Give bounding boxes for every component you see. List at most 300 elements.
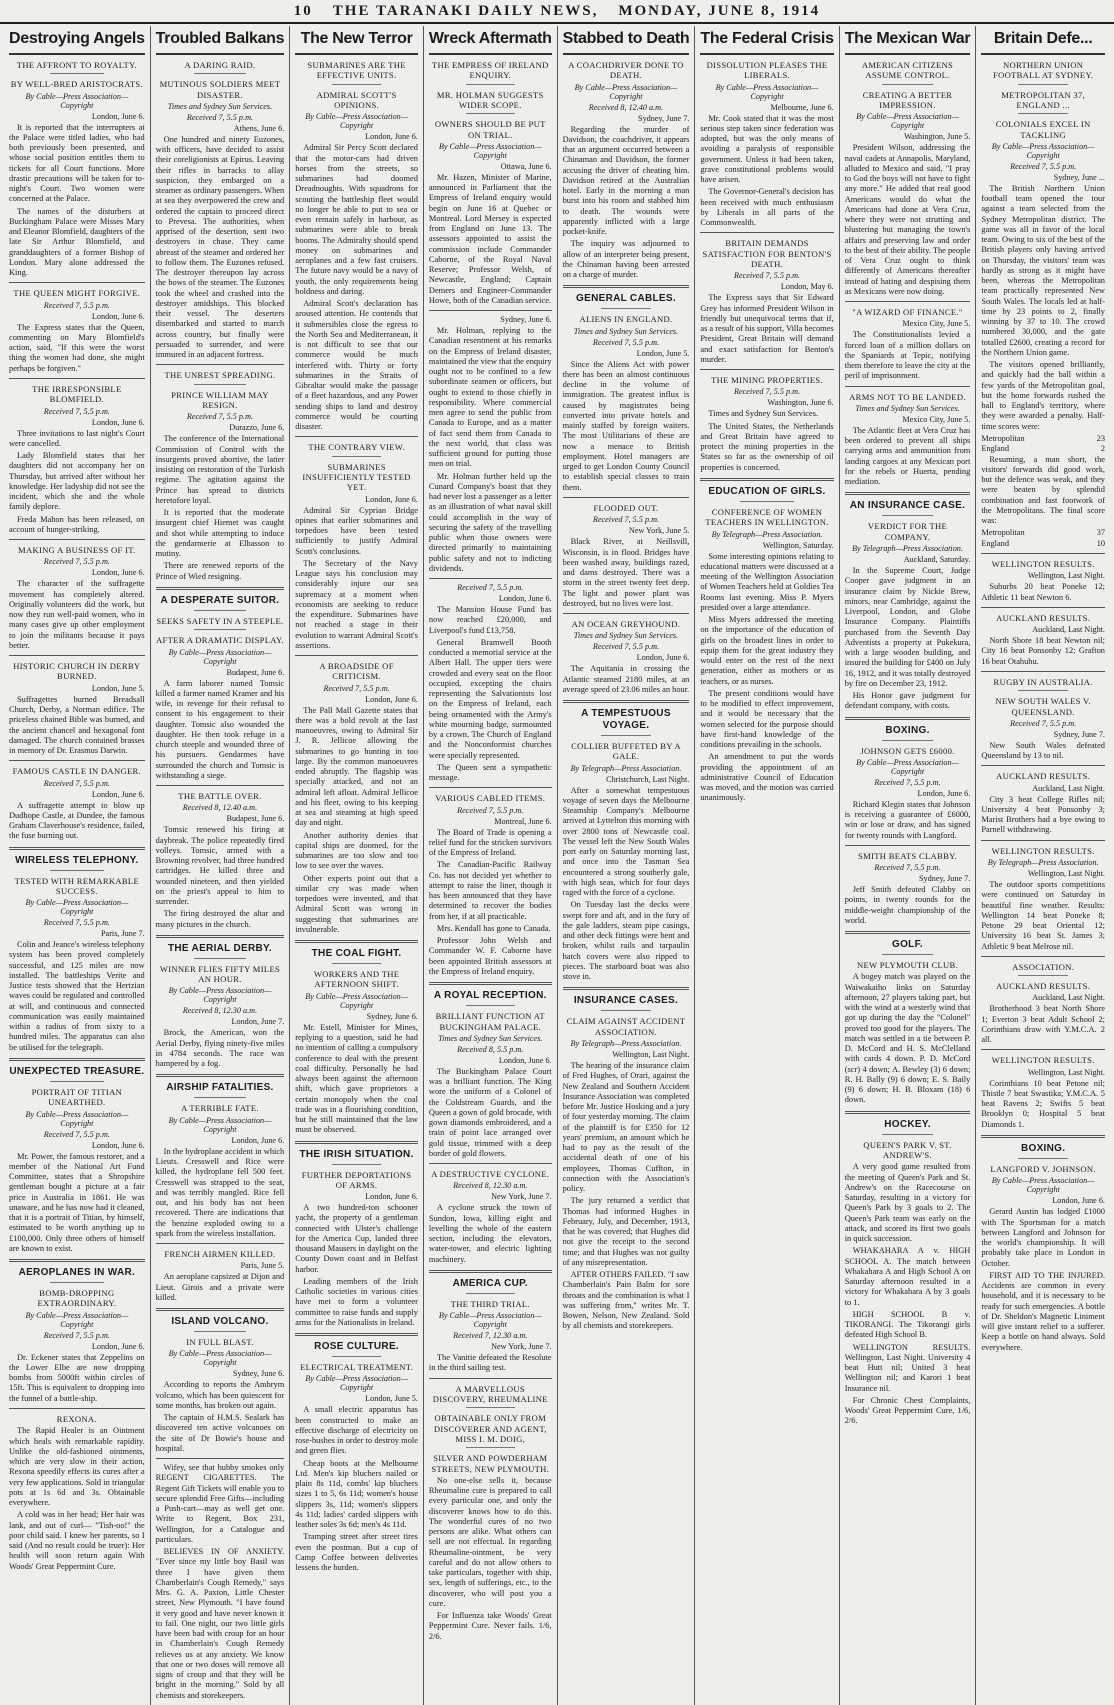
article-dateline: Athens, June 6. (233, 123, 285, 133)
article-dateline: London, June 6. (365, 132, 418, 142)
headline-rule (194, 1331, 245, 1332)
article-paragraph: Another authority denies that capital ships are doomed, for the submarines are too slow and too low to see over the waves. (295, 830, 418, 871)
article-subheadline: WORKERS AND THE AFTERNOON SHIFT. (313, 969, 400, 990)
headline-rule (50, 870, 104, 871)
article-received: Received 8, 12.30 a.m. (182, 1006, 258, 1016)
article-headline: A BROADSIDE OF CRITICISM. (319, 661, 394, 682)
article-dateline: Auckland, Last Night. (1032, 783, 1105, 793)
article-paragraph: The Aquitania in crossing the Atlantic steamed 2180 miles, at an average speed of 23.06 miles an hour. (562, 664, 690, 694)
article-headline: THE EMPRESS OF IRELAND ENQUIRY. (431, 60, 549, 81)
article-divider (156, 785, 285, 786)
article-paragraph: The outdoor sports competitions were continued on Saturday in beautiful fine weather. Results: Wellington 14 beat Poneke 8; Petone 29 beat Oriental 12; University 16 beat St. James 3; Athletic 9 beat Melrose nil. (981, 880, 1105, 951)
headline-rule (1018, 690, 1067, 691)
article-headline: THE IRRESPONSIBLE BLOMFIELD. (32, 383, 122, 405)
article-body (981, 1004, 1105, 1045)
article-subheadline: PRINCE WILLIAM MAY RESIGN. (171, 389, 269, 411)
article-body (9, 695, 145, 757)
article-paragraph: The Vanitie defeated the Resolute in the third sailing test. (428, 1353, 552, 1373)
article-subheadline: IN FULL BLAST. (186, 1337, 254, 1348)
article-received: Received 7, 5.5 p.m. (733, 387, 801, 397)
article-paragraph: AFTER OTHERS FAILED. "I saw Chamberlain's Pain Balm for sore throats and the combination is what I was suffering from," writes Mr. T. Bowen, Nelson, New Zealand. Sold by all chemists and storekeepers. (562, 1270, 690, 1331)
article-body (156, 1028, 285, 1069)
article-byline: By Telegraph—Press Association. (570, 763, 682, 773)
article-byline: By Cable—Press Association—Copyright (856, 112, 959, 131)
team-name: Metropolitan (981, 528, 1025, 538)
article-dateline: Sydney, June 7. (638, 113, 690, 123)
article-headline: REXONA. (56, 1413, 97, 1424)
article-body (156, 1272, 285, 1303)
article-paragraph: Admiral Sir Cyprian Bridge opines that earlier submarines and torpedoes have been tested sufficiently to justify Admiral Scott's conclusions. (295, 505, 418, 556)
article-headline: WELLINGTON RESULTS. (991, 1055, 1095, 1066)
article-paragraph: The Constitutionalists levied a forced loan of a million dollars on the Spaniards at Tepic, notifying them therefore to leave the city at the peril of imprisonment. (844, 330, 971, 381)
article-byline: By Cable—Press Association—Copyright (991, 141, 1095, 160)
article-dateline: London, June 6. (91, 417, 145, 427)
column-heading: Britain Defe... (981, 26, 1105, 55)
article-byline: By Telegraph—Press Association. (711, 529, 823, 539)
article-paragraph: A bogey match was played on the Waiwakaiho links on Saturday afternoon, 27 players taking part, but with the wind at a westerly wind that got up during the day the "Colonel" proved too good for the players. The match was settled in a tie between P. D. McCord and H. S. McClelland with cards 4 down. P. D. McCord (scr) 4 down; A. Bewley (3) 6 down; R. H. Bally (9) 6 down; E. S. Baily (9) 6 down; H. B. Bloxam (18) 6 down. (844, 972, 971, 1105)
newspaper-columns (4, 26, 1110, 1700)
article-dateline: London, June 6. (91, 311, 145, 321)
headline-rule (601, 735, 652, 736)
article-subheadline: WINNER FLIES FIFTY MILES AN HOUR. (159, 963, 281, 985)
article-dateline: London, June 6. (498, 1055, 552, 1065)
article-headline: RUGBY IN AUSTRALIA. (993, 676, 1093, 687)
article-divider (700, 478, 833, 481)
article-headline: "A WIZARD OF FINANCE." (852, 307, 963, 317)
article-body (981, 1207, 1105, 1353)
headline-rule (466, 1447, 515, 1448)
article-headline: A MARVELLOUS DISCOVERY, RHEUMALINE (432, 1383, 548, 1404)
headline-rule (466, 1293, 515, 1294)
article-divider (9, 378, 145, 379)
headline-rule (194, 958, 245, 959)
article (845, 717, 971, 841)
article (156, 935, 285, 1070)
article-byline: By Telegraph—Press Association. (852, 544, 963, 553)
article-dateline: Auckland, Last Night. (1032, 625, 1105, 635)
article-divider (156, 1308, 285, 1311)
article-divider (700, 232, 833, 233)
article-paragraph: In the hydroplane accident in which Lieuts. Cresswell and Rice were killed, the hydroplane fell 500 feet. Cresswell was strapped to the seat, and was terribly mangled. Rice fell out, and his body has not been recovered. There are indications that the benzine exploded owing to a spark from the wireless installation. (155, 1146, 285, 1238)
column-heading: Troubled Balkans (156, 26, 285, 55)
article-received: Received 7, 5.5 p.m. (43, 918, 110, 928)
article-subheadline: NEW PLYMOUTH CLUB. (856, 960, 959, 971)
article-paragraph: Three invitations to last night's Court were cancelled. (9, 428, 145, 448)
article-headline: BOXING. (1020, 1142, 1066, 1154)
article (9, 1259, 145, 1404)
headline-rule (1018, 1158, 1067, 1159)
article-body (429, 1203, 552, 1265)
headline-rule (194, 73, 245, 74)
article-paragraph: Mrs. Kendall has gone to Canada. (436, 923, 551, 933)
article-body (563, 1061, 690, 1332)
article-received: Received 7, 5.5 p.m. (43, 778, 110, 788)
article-body (981, 880, 1105, 952)
article-paragraph: The jury returned a verdict that Thomas had informed Hughes in February, July, and December, 1913, that he was covered; that Hughes did not give the receipt to the second time; and that Hughes was not guilty of any misrepresentation. (562, 1196, 690, 1267)
article-paragraph: For Influenza take Woods' Great Peppermint Cure. Never fails. 1/6, 2/6. (428, 1611, 552, 1641)
article-byline: By Cable—Press Association—Copyright (168, 986, 272, 1005)
headline-rule (740, 501, 793, 502)
article-paragraph: In the Supreme Court, Judge Cooper gave judgment in an insurance claim by Nickie Brew, minors, near Cambridge, against the Liverpool, London, and Globe Insurance Company. Plaintiffs purchased from the Seventh Day Adventists a property at Pukekura, with a large wooden building, and insured the building for £400 on July 16, 1912, and it was totally destroyed by fire on December 23, 1912. (844, 566, 971, 688)
article-paragraph: Jeff Smith defeated Clabby on points, in twenty rounds for the middle-weight championship of the world. (844, 885, 971, 925)
article (156, 587, 285, 781)
article (563, 613, 690, 695)
news-column (840, 26, 977, 1705)
article-body (9, 323, 145, 374)
article-subheadline: TESTED WITH REMARKABLE SUCCESS. (14, 875, 140, 896)
article-headline: AUCKLAND RESULTS. (996, 612, 1091, 623)
headline-rule (332, 963, 381, 964)
article (156, 1308, 285, 1454)
article-divider (156, 935, 285, 938)
article (981, 1135, 1105, 1353)
article-body (156, 679, 285, 782)
article-received: Received 8, 12.40 a.m. (182, 803, 258, 813)
headline-rule (332, 84, 381, 85)
article-body (156, 1463, 285, 1701)
article-subheadline: SEEKS SAFETY IN A STEEPLE. (156, 615, 284, 626)
team-name: England (981, 538, 1009, 548)
score-row (981, 528, 1105, 538)
article-headline: A ROYAL RECEPTION. (433, 990, 547, 1002)
article-divider (295, 1333, 418, 1336)
article-body (429, 605, 552, 783)
article-body (845, 426, 971, 488)
article-dateline: London, June 6. (231, 1135, 285, 1145)
article-divider (156, 587, 285, 590)
article (295, 436, 418, 651)
article-headline: EDUCATION OF GIRLS. (708, 485, 826, 497)
article-dateline: New York, June 5. (628, 526, 690, 536)
article-divider (563, 613, 690, 614)
article-body (9, 1152, 145, 1255)
article-dateline: Christchurch, Last Night. (606, 774, 690, 784)
article-dateline: Sydney, June 7. (918, 874, 971, 884)
article-paragraph: The Secretary of the Navy League says his conclusion may considerably injure our sea supremacy at a moment when economists are seeking to reduce the expenditure. Submarines have not reached a stage in their evolution to warrant Admiral Scott's assertions. (295, 558, 418, 650)
article (845, 931, 971, 1106)
article (845, 1111, 971, 1427)
article-paragraph: The Mansion House Fund has now reached £20,000, and Liverpool's fund £13,758. (428, 605, 552, 635)
team-score: 37 (1096, 528, 1105, 538)
article-byline: By Cable—Press Association—Copyright (856, 757, 959, 776)
headline-rule (1018, 113, 1067, 114)
article-received: Received 7, 5.5 p.m. (1010, 161, 1077, 171)
article-received: Received 7, 5.5 p.m. (874, 863, 941, 873)
article-dateline: London, June 6. (91, 789, 145, 799)
article-subheadline: METROPOLITAN 37, ENGLAND ... (1001, 89, 1086, 110)
article-dateline: London, June 6. (365, 694, 418, 704)
article-subheadline: MUTINOUS SOLDIERS MEET DISASTER. (159, 79, 281, 100)
column-heading: The Federal Crisis (700, 26, 833, 55)
article (9, 655, 145, 756)
article-received: Received 7, 5.5 p.m. (1010, 718, 1077, 728)
article-dateline: Budapest, June 6. (226, 814, 285, 824)
article-headline: AMERICA CUP. (452, 1277, 528, 1289)
masthead (0, 0, 1114, 24)
article-byline: By Cable—Press Association—Copyright (305, 1374, 408, 1393)
article-paragraph: Leading members of the Irish Catholic societies in various cities have met to form a volunteer committee to raise funds and supply arms for the Nationalists in Ireland. (295, 1276, 418, 1327)
article-subheadline: COLLIER BUFFETED BY A GALE. (571, 741, 681, 762)
article (981, 607, 1105, 667)
article-dateline: London, June 6. (1052, 1196, 1105, 1206)
article-dateline: New York, June 7. (491, 1192, 552, 1202)
page-number: 10 (293, 2, 313, 19)
article (981, 671, 1105, 761)
article-paragraph: Admiral Scott's declaration has aroused attention. He contends that it submersibles close the egress to the North Sea and Mediterranean, it is not difficult to see that our commerce would be much interfered with. Thirty or forty submarines in the Straits of Gibraltar would make the passage of a fleet hazardous, and any Power sending ships to land and destroy commerce would be courting disaster. (295, 299, 418, 431)
article-headline: AN INSURANCE CASE. (849, 500, 966, 512)
article-body (9, 1426, 145, 1572)
article-dateline: Durazzo, June 6. (229, 423, 285, 433)
article-body (981, 582, 1105, 603)
article-divider (563, 987, 690, 990)
article-subheadline: VERDICT FOR THE COMPANY. (867, 521, 948, 542)
article-dateline: Ottawa, June 6. (500, 161, 552, 171)
article (9, 1408, 145, 1572)
article (700, 478, 833, 804)
article (9, 539, 145, 651)
article-received: Received 8, 12.30 a.m. (453, 1181, 528, 1191)
article (9, 282, 145, 374)
article-byline: By Cable—Press Association—Copyright (305, 112, 408, 131)
article-subheadline: CLAIM AGAINST ACCIDENT ASSOCIATION. (566, 1016, 686, 1037)
article-received: Received 7, 5.5 p.m. (43, 406, 110, 416)
column-heading: Stabbed to Death (563, 26, 690, 55)
article-headline: WELLINGTON RESULTS. (991, 845, 1095, 856)
article-subheadline: BOMB-DROPPING EXTRAORDINARY. (37, 1288, 117, 1309)
article-headline: WIRELESS TELEPHONY. (15, 854, 139, 866)
article-paragraph: The captain of H.M.S. Sealark has discovered ten active volcanoes on the site of Dr Bowie's house and hospital. (155, 1413, 285, 1453)
article-subheadline: AFTER A DRAMATIC DISPLAY. (156, 635, 284, 646)
article-body (845, 1162, 971, 1426)
article-paragraph: The Queen sent a sympathetic message. (428, 762, 552, 783)
article-paragraph: The inquiry was adjourned to allow of an interpreter being present, the Chinaman having been arrested on a charge of murder. (562, 239, 690, 280)
news-column (4, 26, 151, 1705)
article-paragraph: The Pall Mall Gazette states that there was a bold revolt at the last manoeuvres, owing to Admiral Sir J. R. Jellicoe allowing the submarines to go hunting in too large. By the common manoeuvres ended abruptly. The flagship was specially attacked, and not an admiral left afloat. Admiral Jellicoe and his fleet, owing to his keeping at sea and steaming at high speed day and night. (295, 705, 418, 828)
article-divider (156, 364, 285, 365)
article-received: Received 7, 5.5 p.m. (323, 683, 390, 693)
article-dateline: Wellington, Last Night. (1027, 571, 1105, 581)
article-body (295, 143, 418, 432)
article-paragraph: Suffragettes burned Breadsall Church, Derby, a Norman edifice. The priceless chained Bible was burned, and the ancient chancel and hexagonal font damaged. The church contained brasses in memory of Dr. Erasmus Darwin. (9, 694, 145, 755)
article-dateline: Wellington, Last Night. (612, 1050, 690, 1060)
article-headline: BRITAIN DEMANDS SATISFACTION FOR BENTON'S DEATH. (702, 238, 832, 269)
article-subheadline: THE THIRD TRIAL. (450, 1298, 530, 1309)
article-paragraph: Corinthians 10 beat Petone nil; Thistle 7 beat Swastika; Y.M.C.A. 5 beat Ravens 2; Swifts 5 beat Brooklyn 0; Hospital 5 beat Diamonds 1. (981, 1078, 1105, 1129)
article-dateline: Sydney, June 6. (232, 1369, 285, 1379)
article-paragraph: The present conditions would have to be modified to effect improvement, and it would be necessary that the women selected for the purpose should have first-hand knowledge of the conditions prevailing in the schools. (700, 688, 834, 749)
article-headline: GENERAL CABLES. (576, 293, 676, 305)
article-body (156, 1147, 285, 1239)
article-divider (295, 655, 418, 656)
article-subheadline: A TERRIBLE FATE. (181, 1103, 259, 1114)
article-headline: HISTORIC CHURCH IN DERBY BURNED. (13, 661, 141, 682)
article-paragraph: Mr. Power, the famous restorer, and a member of the National Art Fund Committee, states that a Shropshire gentleman bought a picture at a fair price in Australia in 1861. He was unaware, and he has now had it cleaned, that it is a portrait of Titian, by himself, estimated to be worth anything up to £100,000. Only three others of himself are known to exist. (9, 1151, 145, 1253)
headline-rule (882, 515, 932, 516)
article-divider (845, 717, 971, 720)
article-paragraph: FIRST AID TO THE INJURED. Accidents are common in every household, and it is necessary to be ready for such emergencies. A bottle of Dr. Sheldon's Magnetic Liniment will give instant relief to a sufferer. Keep a bottle on hand always. Sold everywhere. (981, 1270, 1105, 1352)
article (156, 60, 285, 360)
article-headline: THE BATTLE OVER. (178, 791, 262, 801)
article-paragraph: A cold was in her head; Her hair was lank, and out of curl— "Tish-oo!" the poor child said. I knew her parents, so I said (And no result could be truer): Her health will soon return again With Woods' Great Peppermint Cure. (9, 1510, 145, 1571)
article (563, 497, 690, 609)
article-paragraph: Admiral Sir Percy Scott declared that the motor-cars had driven horses from the streets, so submarines had doomed Dreadnoughts. With squadrons for scouting the battleship fleet would no longer be able to put to sea or even remain safely in harbour, as submarines were able to break booms. The Admiralty should spend money on submarines and aeroplanes and a few fast cruisers. The future navy would be a navy of youth, the only requirements being boldness and daring. (295, 143, 418, 296)
article-paragraph: One hundred and ninety Euzones, with officers, have decided to assist their coreligionists at Epirus. Leaving their rifles in barracks to allay suspicion, they embarged on a steamer as ordinary passengers. When at sea they overpowered the crew and ordered the captain to proceed direct to Prevesa. The authorities, when apprised of the desertion, sent two destroyers in chase. They came abreast of the steamer and ordered her to follow them. The Euzones refused. The destroyer thereupon lay across the bows of the steamer. The Euzones took the wheel and crashed into the destroyer amidships. This blocked their vessel. The deserters disembarked and started to march across country, but finally were persuaded to surrender, and were immured in an adjacent fortress. (155, 134, 285, 360)
article-subheadline: PORTRAIT OF TITIAN UNEARTHED. (31, 1086, 123, 1108)
article-divider (9, 1408, 145, 1409)
article-paragraph: Mr. Holman, replying to the Canadian resentment at his remarks on the Empress of Ireland disaster, maintained the view that the enquiry ought not to be confined to a few subordinate seamen or officers, but ought to extend to those chiefly in responsibility. Where commercial men agree to send the public from Canada to Europe, and as a matter of fact send them from Canada to the next world, that class was sufficient ground for putting those men on trial. (428, 326, 552, 469)
headline-rule (194, 629, 245, 630)
article-dateline: London, June 6. (917, 788, 971, 798)
article-body (156, 434, 285, 582)
article-divider (429, 310, 552, 311)
article (429, 1163, 552, 1265)
article-headline: THE AFFRONT TO ROYALTY. (16, 60, 137, 70)
article-subheadline: FURTHER DEPORTATIONS OF ARMS. (301, 1169, 412, 1190)
article-paragraph: For Chronic Chest Complaints, Woods' Great Peppermint Cure, 1/6, 2/6. (844, 1395, 971, 1426)
article-dateline: London, June 6. (91, 1341, 145, 1351)
article-body (429, 173, 552, 306)
article-headline: FAMOUS CASTLE IN DANGER. (12, 766, 141, 777)
article-body (9, 940, 145, 1053)
article-headline: FLOODED OUT. (593, 502, 659, 513)
article-dateline: Wellington, Saturday. (762, 540, 834, 550)
article-received: Received 8, 5.5 p.m. (457, 1044, 524, 1054)
article-dateline: Montreal, June 6. (494, 816, 552, 826)
article-byline: Times and Sydney Sun Services. (855, 403, 960, 413)
article-paragraph: On Tuesday last the decks were swept fore and aft, and in the fury of the gale ladders, steam pipe casings, and other deck fittings were bent and broken, whilst rails and tarpaulin hatch covers were also ripped to pieces. The starboard boat was also stove in. (562, 900, 690, 982)
article-received: Received 7, 12.30 a.m. (453, 1331, 528, 1341)
article-headline: THE AERIAL DERBY. (167, 942, 272, 954)
article-paragraph: The Express states that the Queen, commenting on Mary Blomfield's action, said, "If this were the worst thing the women had done, she might perhaps be forgiven." (9, 322, 145, 373)
article-divider (9, 760, 145, 761)
article-body (845, 972, 971, 1105)
article (295, 60, 418, 432)
article-dateline: Auckland, Saturday. (903, 555, 971, 564)
article-headline: WELLINGTON RESULTS. (991, 559, 1095, 570)
article (563, 987, 690, 1331)
article-paragraph: A small electric apparatus has been constructed to make an effective discharge of electricity on rose-bushes in order to destroy mole and green flies. (295, 1405, 418, 1456)
article-body (295, 1203, 418, 1328)
article-paragraph: New South Wales defeated Queensland by 13 to nil. (981, 740, 1105, 761)
article-paragraph: Regarding the murder of Davidson, the coachdriver, it appears that an argument occurred between a Chinaman and Davidson, the former accusing the driver of cheating him. Davidson retired at the Australian hotel. Early in the morning a man burst into his room and stabbed him to death. The wounds were apparently inflicted with a large pocket-knife. (562, 124, 690, 237)
article-body (9, 801, 145, 842)
article-byline: By Cable—Press Association—Copyright (991, 1176, 1095, 1195)
headline-rule (194, 1097, 245, 1098)
article-subheadline: NEW SOUTH WALES V. QUEENSLAND. (995, 696, 1091, 717)
article-paragraph: A suffragette attempt to blow up Dudhope Castle, at Dundee, the famous Graham Claverhouse's residence, failed, the fuse burning out. (9, 800, 145, 841)
article (845, 386, 971, 488)
article-subheadline: CREATING A BETTER IMPRESSION. (862, 89, 953, 110)
article-received: Received 7, 5.5 p.m. (592, 337, 660, 347)
article-paragraph: Times and Sydney Sun Services. (708, 409, 819, 419)
article-divider (845, 1111, 971, 1114)
article (981, 956, 1105, 1046)
article-dateline: London, June 6. (636, 653, 690, 663)
article-paragraph: The Governor-General's decision has been received with much enthusiasm by Liberals in all parts of the Commonwealth. (700, 187, 834, 228)
article (295, 1141, 418, 1329)
article-paragraph: Cheap boots at the Melbourne Ltd. Men's kip bluchers nailed or plain 8s 11d, combs' kip bluchers sizes 1 to 5, 6s 11d; women's house slippers 3s, 11d; women's slippers 4s 11d; ladies' carded slippers with leather soles 3s 6d; men's 4s 11d. (295, 1458, 418, 1530)
article-divider (981, 840, 1105, 841)
headline-rule (466, 84, 515, 85)
article (156, 1243, 285, 1303)
score-row (981, 539, 1105, 549)
article-divider (429, 982, 552, 985)
article-byline: By Cable—Press Association—Copyright (168, 647, 272, 666)
article-divider (845, 301, 971, 302)
article-divider (563, 497, 690, 498)
article-paragraph: The visitors opened brilliantly, and quickly had the ball within a few yards of the Metropolitan goal, but the home forwards rushed the ball to England's territory, where they were awarded a penalty. Half-time scores were: (981, 360, 1105, 431)
article-dateline: Budapest, June 6. (226, 667, 285, 677)
article (700, 232, 833, 365)
article-paragraph: City 3 beat College Rifles nil; University 4 beat Ponsonby 3; Marist Brothers had a bye owing to Parnell withdrawing. (981, 794, 1105, 835)
article (429, 1378, 552, 1642)
article-headline: AUCKLAND RESULTS. (996, 771, 1091, 782)
article-paragraph: The firing destroyed the altar and many pictures in the church. (155, 909, 285, 929)
article-paragraph: It is reported that the interrupters at the Palace were titled ladies, who had both previously been presented, and whose social position entitles them to tickets for all Court functions. More drastic precautions will be taken for to-night's Court. Two women were concerned at the Palace. (9, 122, 145, 204)
article (429, 1270, 552, 1374)
headline-rule (50, 1081, 104, 1082)
article-byline: By Cable—Press Association—Copyright (25, 1310, 129, 1329)
article-body (429, 1353, 552, 1374)
article-headline: THE IRISH SITUATION. (299, 1148, 414, 1160)
headline-rule (466, 113, 515, 114)
article-body (563, 664, 690, 695)
article-headline: BOXING. (885, 724, 930, 736)
article (563, 285, 690, 493)
article (9, 378, 145, 535)
article-body (9, 579, 145, 651)
article-headline: A COACHDRIVER DONE TO DEATH. (568, 60, 684, 81)
article-body (563, 786, 690, 983)
article-divider (981, 1049, 1105, 1050)
article-headline: ISLAND VOLCANO. (171, 1316, 269, 1328)
article-divider (981, 956, 1105, 957)
headline-rule (882, 954, 932, 955)
article-subheadline: BY WELL-BRED ARISTOCRATS. (10, 79, 143, 90)
article-headline: AN OCEAN GREYHOUND. (571, 619, 681, 629)
article (295, 1333, 418, 1573)
article-byline: By Cable—Press Association—Copyright (168, 1349, 272, 1368)
article-body (156, 135, 285, 361)
article-paragraph: The Buckingham Palace Court was a brilliant function. The King wore the uniform of a Colonel of the Coldstream Guards, and the Queen a gown of gold brocade, with gown diamonds embroidered, and a train of point lace arranged over gold tissue, trimmed with a deep border of gold flowers. (428, 1066, 552, 1158)
article-divider (295, 436, 418, 437)
article-paragraph: Mr. Holman further held up the Cunard Company's boast that they had never lost a passenger as a letter as an illustration of what naval skill could accomplish in the way of securing the safety of the travelling public when those owners were directed primarily to maintaining public safety and not to indicting dividends. (428, 471, 552, 573)
article (429, 578, 552, 783)
article-body (700, 114, 833, 229)
article-dateline: Mexico City, June 5. (902, 319, 971, 329)
article-paragraph: After a somewhat tempestuous voyage of seven days the Melbourne Steamship Company's Melbourne arrived at Lyttelton this morning with over 2800 tons of Newcastle coal. The vessel left the New South Wales port early on Saturday morning last, and once into the Tasman Sea encountered a strong southerly gale, with high seas, which for four days raged with the force of a cyclone. (562, 785, 690, 898)
article-dateline: London, June 6. (91, 111, 145, 121)
article-paragraph: The United States, the Netherlands and Great Britain have agreed to protect the mining properties in the States so far as the ownership of oil properties is concerned. (700, 421, 834, 472)
article-subheadline: LANGFORD V. JOHNSON. (990, 1163, 1096, 1174)
article-headline: A TEMPESTUOUS VOYAGE. (581, 708, 671, 732)
article-byline: By Cable—Press Association—Copyright (168, 1115, 272, 1134)
article-divider (845, 931, 971, 934)
article-body (700, 409, 833, 473)
article-divider (700, 369, 833, 370)
article-headline: GOLF. (892, 939, 923, 951)
article-body (845, 885, 971, 926)
article-paragraph: Brock, the American, won the Aerial Derby, flying ninety-five miles in 4784 seconds. The race was hampered by a fog. (155, 1028, 285, 1069)
article-byline: By Cable—Press Association—Copyright (25, 898, 129, 917)
article (429, 60, 552, 306)
article-divider (845, 386, 971, 387)
paper-name: THE TARANAKI DAILY NEWS, (332, 2, 599, 19)
article-received: Received 7, 5.5 p.m. (592, 642, 660, 652)
issue-date: MONDAY, JUNE 8, 1914 (618, 2, 821, 19)
article-dateline: Washington, June 5. (904, 132, 971, 142)
article (845, 845, 971, 926)
